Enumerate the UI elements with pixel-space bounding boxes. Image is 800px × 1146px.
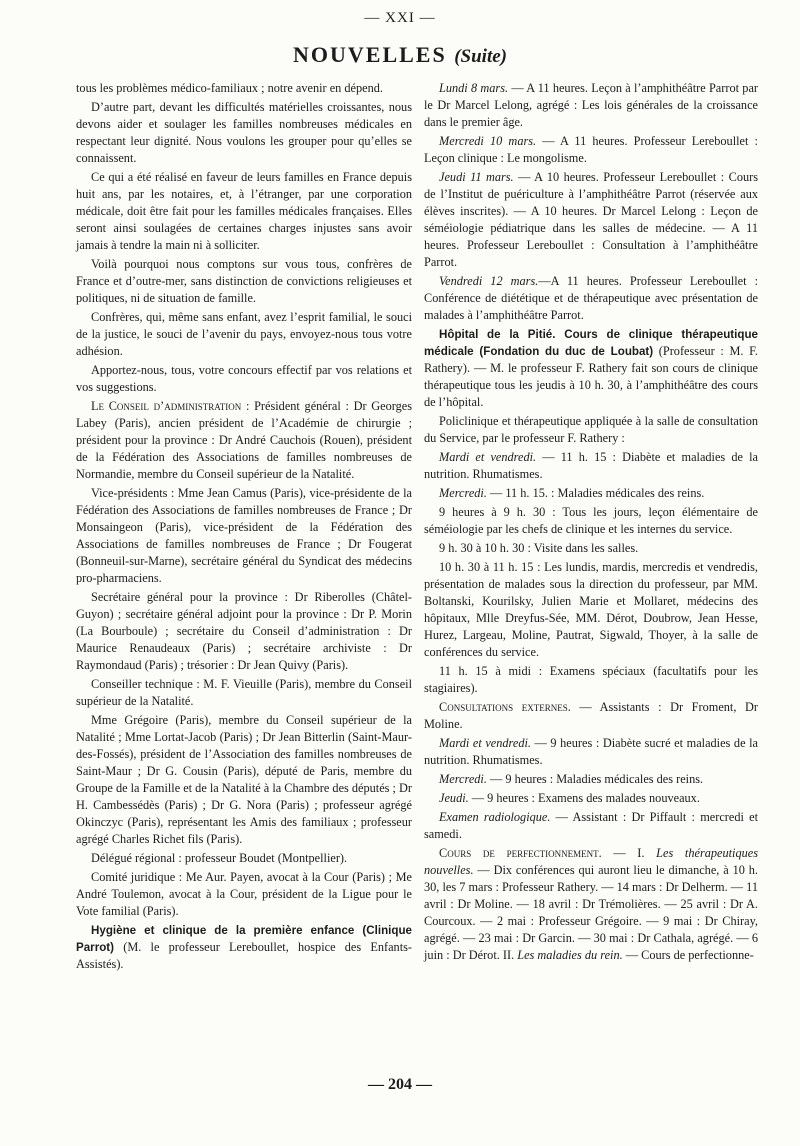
entry-body: — Assistant : Dr Piffault : mercredi et samedi. [424, 810, 758, 841]
schedule-entry [424, 735, 758, 769]
entry-body: — A 11 heures. Professeur Lereboullet : Leçon clinique : Le mongolisme. [424, 134, 758, 165]
entry-body: — A 10 heures. Professeur Lereboullet : Cours de l’Institut de puériculture à l’amphithéâtre Parrot (réservée aux élèves inscrites). — A 10 heures. Dr Marcel Lelong : Leçon de séméiologie pédiatrique dans les salles de médecine. — A 11 heures. Professeur Lereboullet : Consultation à l’amphithéâtre Parrot. [424, 170, 758, 269]
entry-date: Mercredi 10 mars. [439, 134, 537, 148]
paragraph: 10 h. 30 à 11 h. 15 : Les lundis, mardis, mercredis et vendredis, présentation de malades sous la direction du professeur, par MM. Boltanski, Kourilsky, Julien Marie et Mollaret, médecins des hôpitaux, Mlle Dreyfus-Sée, MM. Dérot, Doubrow, Jean Hesse, Hurez, Largeau, Moline, Pautrat, Sigwald, Thoyer, à la salle de conférences du service. [424, 560, 758, 659]
schedule-entry [424, 80, 758, 131]
paragraph [76, 922, 412, 973]
entry-date: Mardi et vendredi. [439, 450, 537, 464]
entry-body: — 9 heures : Examens des malades nouveaux. [468, 791, 700, 805]
entry-body: —A 11 heures. Professeur Lereboullet : Conférence de diététique et de thérapeutique avec présentation de malades à l’amphithéâtre Parrot. [424, 274, 758, 322]
paragraph [76, 398, 412, 483]
entry-date: Mercredi. [439, 772, 487, 786]
entry-date: Vendredi 12 mars. [439, 274, 539, 288]
schedule-entry [424, 771, 758, 788]
entry-body: — A 11 heures. Leçon à l’amphithéâtre Parrot par le Dr Marcel Lelong, agrégé : Les lois générales de la croissance dans le premier âge. [424, 81, 758, 129]
entry-body: — 9 heures : Diabète sucré et maladies de la nutrition. Rhumatismes. [424, 736, 758, 767]
paragraph-body: — Cours de perfectionne- [622, 948, 754, 962]
right-column [424, 80, 758, 966]
section-title [0, 42, 800, 68]
paragraph: Vice-présidents : Mme Jean Camus (Paris), vice-présidente de la Fédération des Associations de familles nombreuses de France ; Dr Monsaingeon (Paris), vice-président de la Fédération des Associations de familles nombreuses de France ; Dr Fougerat (Bonneuil-sur-Marne), secrétaire général du Syndicat des médecins pro-pharmaciens. [76, 486, 412, 585]
entry-body: — 11 h. 15 : Diabète et maladies de la nutrition. Rhumatismes. [424, 450, 758, 481]
paragraph: Confrères, qui, même sans enfant, avez l’esprit familial, le souci de la justice, le souci de l’avenir du pays, envoyez-nous tous votre adhésion. [76, 310, 412, 358]
paragraph: Conseiller technique : M. F. Vieuille (Paris), membre du Conseil supérieur de la Natalité. [76, 677, 412, 708]
section-title-main: NOUVELLES [293, 42, 447, 67]
paragraph-heading: Cours de perfectionnement [439, 846, 599, 860]
paragraph [424, 326, 758, 411]
paragraph-body: — Dix conférences qui auront lieu le dimanche, à 10 h. 30, les 7 mars : Professeur Rathery. — 14 mars : Dr Delherm. — 11 avril : Dr Moline. — 18 avril : Dr Trémolières. — 25 avril : Dr A. Courcoux. — 2 mai : Professeur Grégoire. — 9 mai : Dr Chiray, agrégé. — 23 mai : Dr Garcin. — 30 mai : Dr Cathala, agrégé. — 6 juin : Dr Dérot. II. [424, 863, 758, 962]
schedule-entry [424, 449, 758, 483]
paragraph-heading: Le Conseil d’administration [91, 399, 242, 413]
schedule-entry [424, 133, 758, 167]
paragraph: 9 h. 30 à 10 h. 30 : Visite dans les salles. [439, 541, 639, 555]
entry-date: Lundi 8 mars. [439, 81, 509, 95]
entry-date: Mardi et vendredi. [439, 736, 531, 750]
entry-date: Jeudi. [439, 791, 469, 805]
paragraph: Comité juridique : Me Aur. Payen, avocat à la Cour (Paris) ; Me André Toulemon, avocat à la Cour, président de la Ligue pour le Vote familial (Paris). [76, 870, 412, 918]
paragraph-heading: Consultations externes [439, 700, 568, 714]
schedule-entry [424, 169, 758, 271]
paragraph-heading: Hygiène et clinique de la première enfance (Clinique Parrot) [76, 924, 412, 954]
entry-body: — 9 heures : Maladies médicales des reins. [486, 772, 704, 786]
page-number: — 204 — [368, 1076, 432, 1093]
paragraph: Policlinique et thérapeutique appliquée à la salle de consultation du Service, par le professeur F. Rathery : [424, 414, 758, 445]
entry-date: Jeudi 11 mars. [439, 170, 514, 184]
schedule-entry [424, 809, 758, 843]
paragraph [424, 845, 758, 964]
page-roman-numeral: — XXI — [364, 10, 436, 26]
entry-date: Examen radiologique. [439, 810, 551, 824]
paragraph: 11 h. 15 à midi : Examens spéciaux (facultatifs pour les stagiaires). [424, 664, 758, 695]
entry-body: — 11 h. 15. : Maladies médicales des reins. [486, 486, 705, 500]
paragraph: Voilà pourquoi nous comptons sur vous tous, confrères de France et d’outre-mer, sans distinction de convictions religieuses et politiques, ni de situation de famille. [76, 257, 412, 305]
paragraph: tous les problèmes médico-familiaux ; notre avenir en dépend. [76, 81, 383, 95]
paragraph: Délégué régional : professeur Boudet (Montpellier). [91, 851, 348, 865]
paragraph-body: . — I. [598, 846, 657, 860]
paragraph-body: (Professeur : M. F. Rathery). — M. le professeur F. Rathery fait son cours de clinique thérapeutique tous les jeudis à 10 h. 30, à l’amphithéâtre des cours de l’hôpital. [424, 344, 758, 409]
paragraph-body: (M. le professeur Lereboullet, hospice des Enfants-Assistés). [76, 940, 412, 971]
left-column [76, 80, 412, 975]
paragraph [424, 699, 758, 733]
paragraph: Secrétaire général pour la province : Dr Riberolles (Châtel-Guyon) ; secrétaire général adjoint pour la province : Dr P. Morin (La Bourboule) ; secrétaire du Conseil d’administration : Dr Maurice Renaudeaux (Paris) ; secrétaire archiviste : Dr Raymondaud (Paris) ; trésorier : Dr Jean Quivy (Paris). [76, 590, 412, 672]
paragraph: Ce qui a été réalisé en faveur de leurs familles en France depuis huit ans, par les notaires, et, à l’étranger, par une corporation médicale, doit être fait pour les familles médicales françaises. Elles seront ainsi soulagées de certaines charges injustes sans avoir jamais à tendre la main ni à solliciter. [76, 170, 412, 252]
schedule-entry [424, 273, 758, 324]
paragraph-body: : Président général : Dr Georges Labey (Paris), ancien président de l’Académie de chirurgie ; président pour la province : Dr André Cauchois (Rouen), président de la Fédération des Associations de familles nombreuses de Normandie, membre du Conseil supérieur de la Natalité. [76, 399, 413, 481]
paragraph: D’autre part, devant les difficultés matérielles croissantes, nous devons aider et soulager les familles nombreuses médicales en respectant leur dignité. Nous voulons les grouper pour qu’elles se connaissent. [76, 100, 412, 165]
schedule-entry [424, 485, 758, 502]
section-title-suffix: (Suite) [454, 46, 507, 67]
paragraph: 9 heures à 9 h. 30 : Tous les jours, leçon élémentaire de séméiologie par les chefs de clinique et les internes du service. [424, 505, 758, 536]
schedule-entry [424, 790, 758, 807]
entry-date: Mercredi. [439, 486, 487, 500]
paragraph-heading: Hôpital de la Pitié. Cours de clinique thérapeutique médicale (Fondation du duc de Loubat) [424, 328, 758, 358]
course-title: Les thérapeutiques nouvelles. [424, 846, 759, 877]
paragraph-body: . — Assistants : Dr Froment, Dr Moline. [424, 700, 758, 731]
paragraph: Mme Grégoire (Paris), membre du Conseil supérieur de la Natalité ; Mme Lortat-Jacob (Paris) ; Dr Jean Bitterlin (Saint-Maur-des-Fossés), président de l’Association des familles nombreuses de Saint-Maur ; Dr G. Cousin (Paris), député de Paris, membre du Groupe de la Famille et de la Natalité à la Chambre des députés ; Dr H. Cambessédès (Paris) ; Dr G. Nora (Paris) ; professeur agrégé Okinczyc (Paris), représentant les Amis des familiaux ; professeur agrégé Charles Richet fils (Paris). [76, 713, 412, 846]
course-title: Les maladies du rein. [517, 948, 623, 962]
paragraph: Apportez-nous, tous, votre concours effectif par vos relations et vos suggestions. [76, 363, 412, 394]
